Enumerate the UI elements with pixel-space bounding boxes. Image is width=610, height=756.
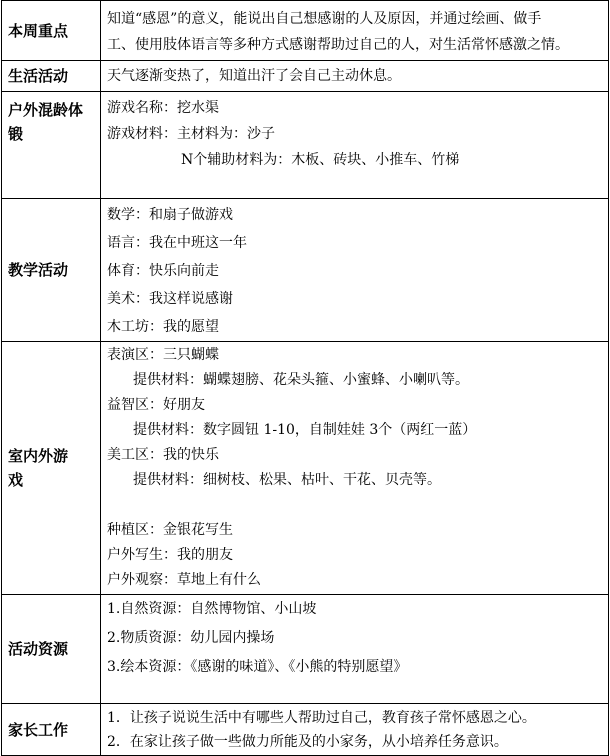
text-line: 数学：和扇子做游戏 (107, 207, 233, 223)
row-weekly-focus (2, 1, 609, 61)
row-parent-work (2, 704, 609, 756)
text-line: 知道“感恩”的意义，能说出自己想感谢的人及原因，并通过绘画、做手 (107, 11, 542, 27)
text-line: 种植区：金银花写生 (107, 522, 233, 538)
row-content (101, 61, 609, 92)
text-line: 益智区：好朋友 (107, 397, 205, 413)
text-line: 天气逐渐变热了，知道出汗了会自己主动休息。 (107, 68, 401, 84)
weekly-plan-table (1, 0, 609, 756)
text-line: 户外写生：我的朋友 (107, 547, 233, 563)
text-line: 体育：快乐向前走 (107, 263, 219, 279)
row-header: 活动资源 (2, 595, 101, 704)
row-content (101, 704, 609, 756)
row-header-text: 室内外游戏 (8, 447, 69, 489)
row-teaching-activity (2, 199, 609, 342)
row-content (101, 199, 609, 342)
text-line: 2．在家让孩子做一些做力所能及的小家务，从小培养任务意识。 (107, 734, 508, 750)
text-line: 提供材料：蝴蝶翅膀、花朵头箍、小蜜蜂、小喇叭等。 (133, 372, 469, 388)
row-header: 本周重点 (2, 1, 101, 61)
text-line: 美工区：我的快乐 (107, 447, 219, 463)
row-outdoor-exercise (2, 92, 609, 199)
text-line: 2.物质资源：幼儿园内操场 (107, 630, 275, 646)
row-header: 教学活动 (2, 199, 101, 342)
text-line: 语言：我在中班这一年 (107, 235, 247, 251)
row-indoor-outdoor-games (2, 342, 609, 595)
row-content (101, 1, 609, 61)
text-line: 提供材料：数字圆钮 1-10，自制娃娃 3个（两红一蓝） (133, 422, 477, 438)
row-content (101, 92, 609, 199)
text-line: 美术：我这样说感谢 (107, 291, 233, 307)
text-line: 游戏名称：挖水渠 (107, 100, 219, 116)
text-line (107, 493, 602, 518)
text-line: 游戏材料：主材料为：沙子 (107, 126, 275, 142)
text-line: N个辅助材料为：木板、砖块、小推车、竹梯 (181, 152, 460, 168)
text-line: 3.绘本资源：《感谢的味道》、《小熊的特别愿望》 (107, 659, 408, 675)
text-line: 户外观察：草地上有什么 (107, 572, 261, 588)
row-header: 家长工作 (2, 704, 101, 756)
row-header (2, 342, 101, 595)
row-content (101, 595, 609, 704)
row-header (2, 92, 101, 199)
row-content (101, 342, 609, 595)
text-line: 工、使用肢体语言等多种方式感谢帮助过自己的人，对生活常怀感激之情。 (107, 37, 569, 53)
text-line: 1.自然资源：自然博物馆、小山坡 (107, 601, 317, 617)
text-line: 提供材料：细树枝、松果、枯叶、干花、贝壳等。 (133, 472, 441, 488)
row-header-text: 户外混龄体锻 (8, 101, 84, 143)
text-line: 表演区：三只蝴蝶 (107, 347, 219, 363)
text-line: 1．让孩子说说生活中有哪些人帮助过自己，教育孩子常怀感恩之心。 (107, 710, 536, 726)
text-line: 木工坊：我的愿望 (107, 319, 219, 335)
row-header: 生活活动 (2, 61, 101, 92)
row-activity-resources (2, 595, 609, 704)
row-life-activity (2, 61, 609, 92)
